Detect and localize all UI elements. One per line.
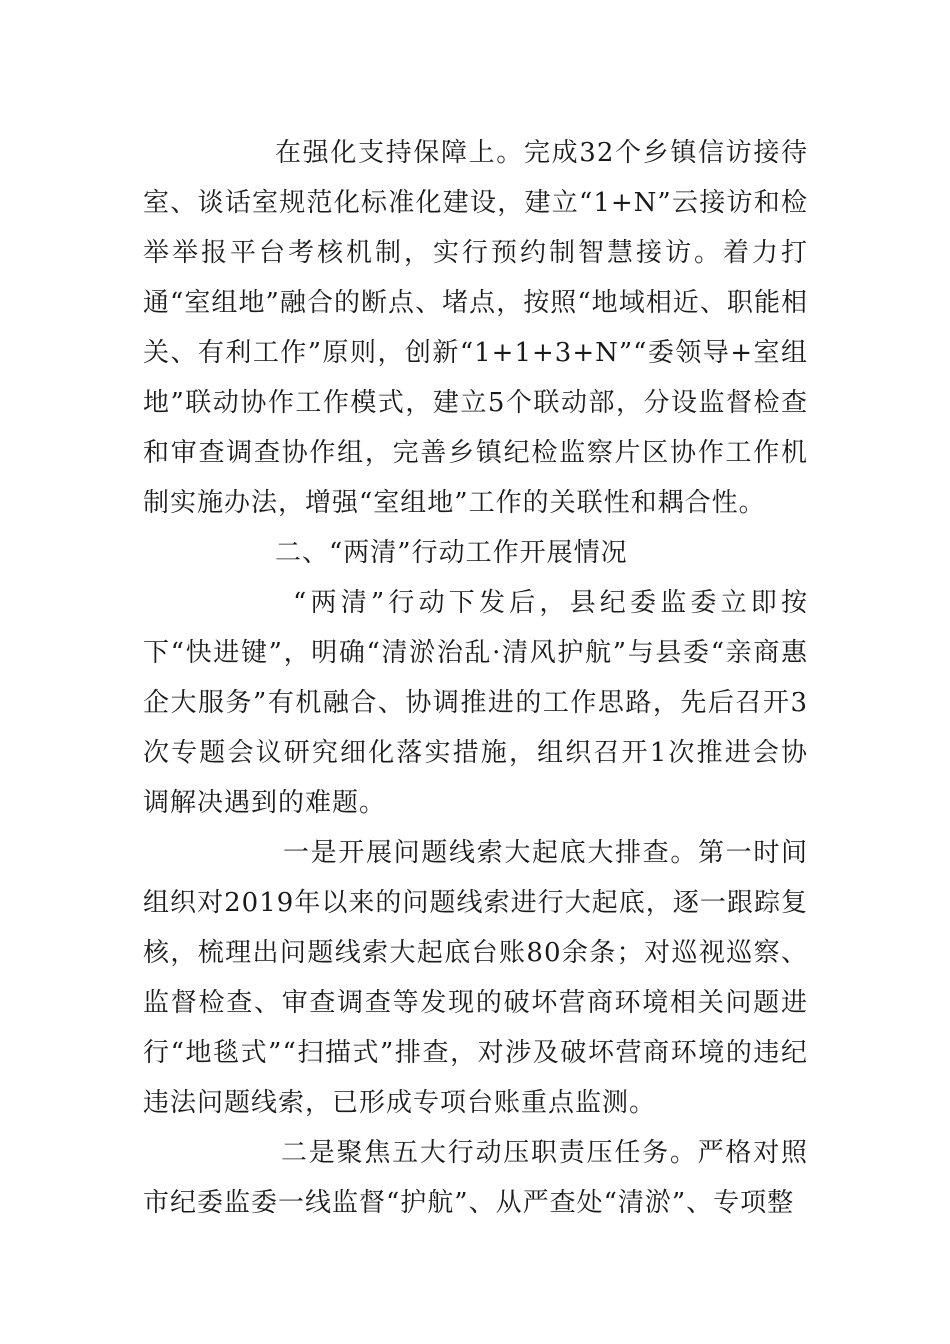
document-body [143,128,808,1228]
paragraph-item-2: 二是聚焦五大行动压职责压任务。严格对照市纪委监委一线监督“护航”、从严查处“清淤”、专项整 [143,1138,808,1218]
section-heading: 二、“两清”行动工作开展情况 [275,538,628,568]
paragraph-intro: “两清”行动下发后，县纪委监委立即按下“快进键”，明确“清淤治乱·清风护航”与县委“亲商惠企大服务”有机融合、协调推进的工作思路，先后召开3次专题会议研究细化落实措施，组织召开1次推进会协调解决遇到的难题。 [143,588,808,818]
paragraph-support-guarantee: 在强化支持保障上。完成32个乡镇信访接待室、谈话室规范化标准化建设，建立“1+N”云接访和检举举报平台考核机制，实行预约制智慧接访。着力打通“室组地”融合的断点、堵点，按照“地域相近、职能相关、有利工作”原则，创新“1+1+3+N”“委领导+室组地”联动协作工作模式，建立5个联动部，分设监督检查和审查调查协作组，完善乡镇纪检监察片区协作工作机制实施办法，增强“室组地”工作的关联性和耦合性。 [143,138,808,518]
paragraph-item-1: 一是开展问题线索大起底大排查。第一时间组织对2019年以来的问题线索进行大起底，逐一跟踪复核，梳理出问题线索大起底台账80余条；对巡视巡察、监督检查、审查调查等发现的破坏营商环境相关问题进行“地毯式”“扫描式”排查，对涉及破坏营商环境的违纪违法问题线索，已形成专项台账重点监测。 [143,838,808,1118]
